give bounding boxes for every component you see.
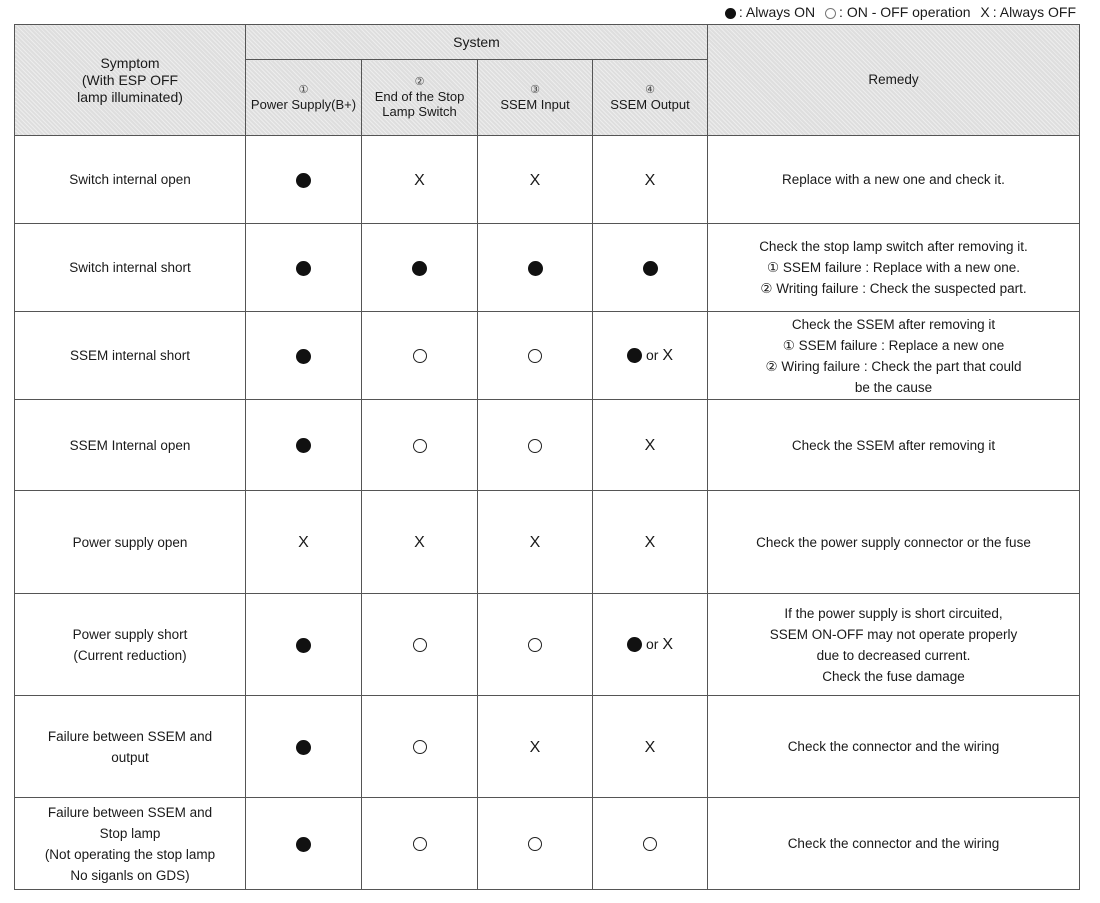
remedy-text: Check the SSEM after removing it [791,316,996,332]
remedy-cell [708,594,1080,696]
table-row [15,224,1080,312]
remedy-text: ② Writing failure : Check the suspected part. [760,281,1027,296]
column-header-power-supply: ① Power Supply(B+) [246,60,362,136]
symptom-cell [15,491,246,594]
hollow-circle-icon [528,349,542,363]
state-cell [593,798,708,890]
or-label: or [645,636,659,653]
state-cell [478,400,593,491]
state-cell [362,491,478,594]
legend-on-off: : ON - OFF operation [825,4,974,20]
state-cell [478,312,593,400]
remedy-text: Check the SSEM after removing it [791,437,996,453]
state-cell [246,312,362,400]
remedy-text: ① SSEM failure : Replace a new one [782,337,1005,353]
state-cell [362,798,478,890]
state-cell [362,400,478,491]
state-cell [593,312,708,400]
remedy-text: Check the power supply connector or the fuse [756,534,1031,550]
state-cell [246,594,362,696]
hollow-circle-icon [528,837,542,851]
x-mark-icon: X [529,533,541,551]
table-row [15,696,1080,798]
state-cell [593,400,708,491]
column-header-ssem-output: ④ SSEM Output [593,60,708,136]
x-mark-icon: X [662,636,674,654]
remedy-header: Remedy [708,25,1080,136]
state-cell [478,798,593,890]
symptom-text: Power supply short [72,626,188,642]
state-cell [362,312,478,400]
x-mark-icon: X [644,533,656,551]
remedy-cell [708,224,1080,312]
symptom-text: Stop lamp [99,825,161,841]
state-cell [478,696,593,798]
legend-always-on: : Always ON [725,4,819,20]
hollow-circle-icon [528,638,542,652]
filled-circle-icon [296,261,311,276]
symptom-cell [15,312,246,400]
filled-circle-icon [725,8,736,19]
symptom-cell [15,696,246,798]
symptom-header: Symptom (With ESP OFF lamp illuminated) [15,25,246,136]
symptom-text: Failure between SSEM and [47,728,213,744]
x-mark-icon: X [644,436,656,454]
remedy-text: Check the stop lamp switch after removing it. [759,239,1028,254]
symptom-text: Failure between SSEM and [47,804,213,820]
remedy-cell [708,136,1080,224]
diagnosis-table [14,24,1080,890]
x-mark-icon: X [529,738,541,756]
state-cell [593,224,708,312]
table-body [15,136,1080,890]
state-cell [362,594,478,696]
legend-always-off: X : Always OFF [980,4,1076,20]
symptom-text: (Not operating the stop lamp [44,846,216,862]
remedy-text: be the cause [854,379,933,395]
table-row [15,798,1080,890]
symptom-text: Power supply open [72,534,188,550]
symptom-text: (Current reduction) [73,647,187,663]
state-cell [246,696,362,798]
filled-circle-icon [296,438,311,453]
or-label: or [645,347,659,364]
symptom-cell [15,594,246,696]
remedy-text: due to decreased current. [816,647,971,663]
remedy-text: SSEM ON-OFF may not operate properly [769,626,1018,642]
x-mark-icon: X [414,171,425,189]
filled-circle-icon [296,740,311,755]
symptom-text: SSEM internal short [69,348,191,363]
symptom-text: output [111,749,149,765]
state-cell [246,400,362,491]
x-mark-icon: X [298,533,309,551]
remedy-text: ② Wiring failure : Check the part that could [765,358,1022,374]
system-header: System [246,25,708,60]
state-cell [246,136,362,224]
filled-circle-icon [643,261,658,276]
state-cell [362,696,478,798]
hollow-circle-icon [643,837,657,851]
state-cell [593,491,708,594]
column-header-ssem-input: ③ SSEM Input [478,60,593,136]
state-cell [246,798,362,890]
table-row [15,400,1080,491]
legend [719,2,1076,22]
state-cell [246,491,362,594]
state-cell [478,594,593,696]
state-cell [362,224,478,312]
state-cell [478,491,593,594]
remedy-cell [708,696,1080,798]
column-header-stop-lamp-switch: ② End of the Stop Lamp Switch [362,60,478,136]
symptom-cell [15,798,246,890]
state-cell [593,136,708,224]
filled-circle-icon [627,637,642,652]
symptom-cell [15,136,246,224]
remedy-text: Replace with a new one and check it. [782,172,1005,187]
state-cell [593,594,708,696]
symptom-cell [15,400,246,491]
remedy-text: ① SSEM failure : Replace with a new one. [767,260,1020,275]
hollow-circle-icon [413,740,427,754]
filled-circle-icon [296,837,311,852]
hollow-circle-icon [413,837,427,851]
hollow-circle-icon [413,638,427,652]
remedy-text: Check the connector and the wiring [787,739,1000,754]
remedy-text: Check the fuse damage [822,668,965,684]
symptom-cell [15,224,246,312]
filled-circle-icon [296,638,311,653]
state-cell [246,224,362,312]
x-mark-icon: X [644,738,656,756]
hollow-circle-icon [528,439,542,453]
hollow-circle-icon [413,439,427,453]
filled-circle-icon [296,173,311,188]
remedy-text: Check the connector and the wiring [787,836,1000,851]
filled-circle-icon [412,261,427,276]
table-row [15,594,1080,696]
hollow-circle-icon [825,8,836,19]
symptom-text: No siganls on GDS) [70,867,190,883]
filled-circle-icon [627,348,642,363]
remedy-cell [708,312,1080,400]
x-mark-icon: X [662,347,674,365]
remedy-cell [708,491,1080,594]
remedy-cell [708,798,1080,890]
filled-circle-icon [296,349,311,364]
symptom-text: SSEM Internal open [69,437,191,453]
table-row [15,136,1080,224]
remedy-text: If the power supply is short circuited, [784,605,1003,621]
table-row [15,312,1080,400]
state-cell [593,696,708,798]
remedy-cell [708,400,1080,491]
table-row [15,491,1080,594]
symptom-text: Switch internal open [69,172,191,187]
state-cell [478,224,593,312]
state-cell [362,136,478,224]
filled-circle-icon [528,261,543,276]
x-mark-icon: X [980,4,990,20]
symptom-text: Switch internal short [69,260,191,275]
state-cell [478,136,593,224]
x-mark-icon: X [644,171,656,189]
hollow-circle-icon [413,349,427,363]
x-mark-icon: X [414,533,425,551]
x-mark-icon: X [529,171,541,189]
